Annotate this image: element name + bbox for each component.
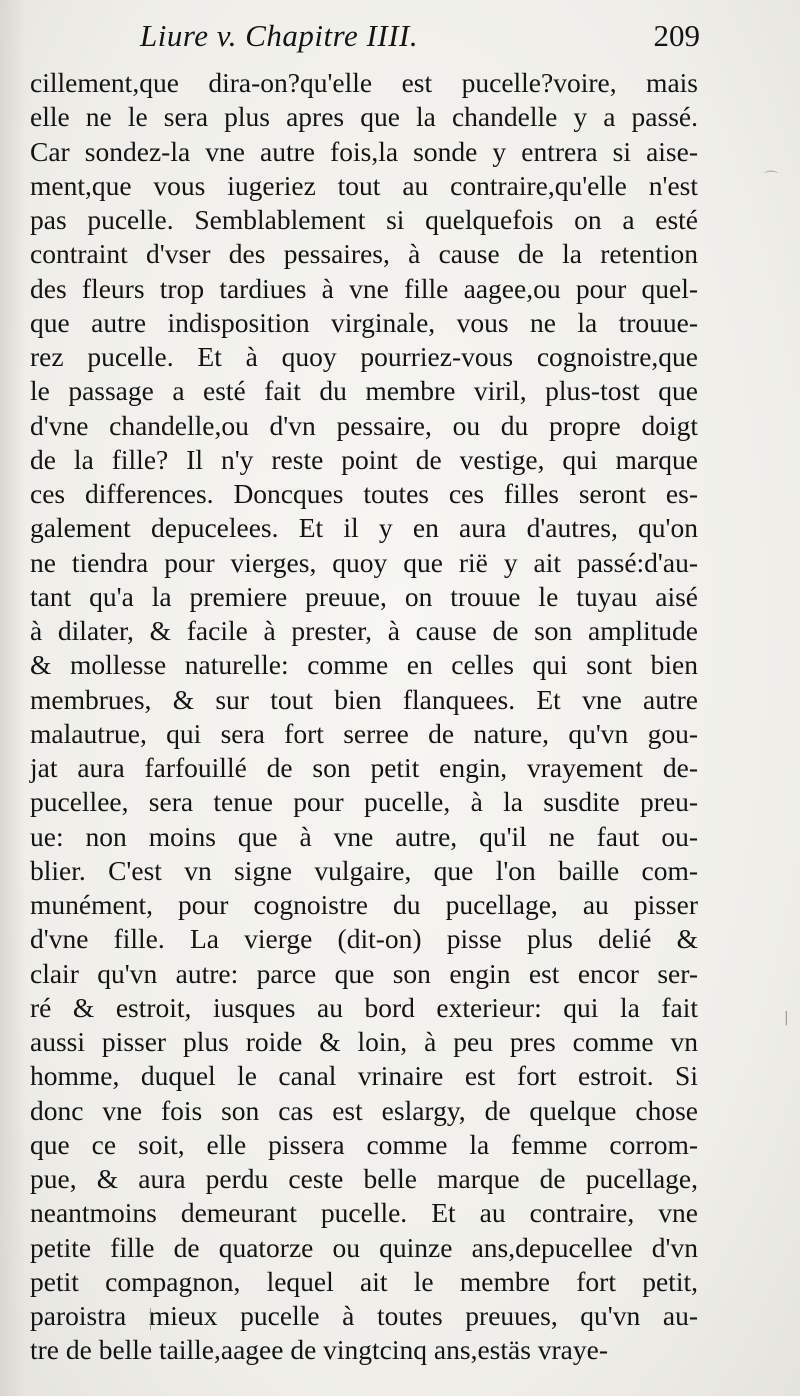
body-text [30, 66, 698, 1368]
page-number: 209 [653, 18, 700, 53]
text-line: donc vne fois son cas est eslargy, de quelque chose [30, 1094, 698, 1126]
text-line: rez pucelle. Et à quoy pourriez-vous cognoistre,que [30, 341, 698, 372]
text-line: aussi pisser plus roide & loin, à peu pres comme vn [30, 1026, 698, 1057]
text-line: de la fille? Il n'y reste point de vestige, qui marque [30, 443, 698, 475]
running-title: Liure v. Chapitre IIII. [140, 18, 419, 53]
text-line: que ce soit, elle pissera comme la femme corrom- [30, 1128, 698, 1160]
text-line: ue: non moins que à vne autre, qu'il ne faut ou- [30, 820, 698, 852]
text-line: tant qu'a la premiere preuue, on trouue le tuyau aisé [30, 580, 698, 612]
text-line: ne tiendra pour vierges, quoy que rië y ait passé:d'au- [30, 546, 698, 578]
page-header [140, 14, 700, 60]
text-line: le passage a esté fait du membre viril, plus-tost que [30, 375, 698, 407]
printer-mark [150, 1308, 159, 1330]
text-line: contraint d'vser des pessaires, à cause de la retention [30, 238, 698, 270]
text-line: pucellee, sera tenue pour pucelle, à la susdite preu- [30, 786, 698, 818]
text-line: malautrue, qui sera fort serree de nature, qu'vn gou- [30, 717, 698, 749]
text-line: pue, & aura perdu ceste belle marque de pucellage, [30, 1163, 698, 1194]
text-line: galement depucelees. Et il y en aura d'autres, qu'on [30, 512, 698, 544]
text-line: petite fille de quatorze ou quinze ans,depucellee d'vn [30, 1231, 698, 1263]
text-line: ré & estroit, iusques au bord exterieur: qui la fait [30, 991, 698, 1023]
text-line: des fleurs trop tardiues à vne fille aagee,ou pour quel- [30, 272, 698, 304]
text-line: membrues, & sur tout bien flanquees. Et vne autre [30, 683, 698, 715]
text-line: elle ne le sera plus apres que la chandelle y a passé. [30, 101, 698, 133]
text-line: paroistra mieux pucelle à toutes preuues, qu'vn au- [30, 1300, 698, 1331]
text-line: munément, pour cognoistre du pucellage, au pisser [30, 889, 698, 920]
text-line: neantmoins demeurant pucelle. Et au contraire, vne [30, 1197, 698, 1229]
text-line: blier. C'est vn signe vulgaire, que l'on baille com- [30, 854, 698, 886]
margin-mark: | [784, 1010, 789, 1026]
text-line: petit compagnon, lequel ait le membre fort petit, [30, 1265, 698, 1297]
text-line: que autre indisposition virginale, vous ne la trouue- [30, 306, 698, 338]
text-line: & mollesse naturelle: comme en celles qui sont bien [30, 649, 698, 681]
text-line: d'vne chandelle,ou d'vn pessaire, ou du propre doigt [30, 409, 698, 441]
text-line: jat aura farfouillé de son petit engin, vrayement de- [30, 752, 698, 783]
text-line: à dilater, & facile à prester, à cause de son amplitude [30, 615, 698, 646]
text-line: ces differences. Doncques toutes ces filles seront es- [30, 478, 698, 509]
text-line: cillement,que dira-on?qu'elle est pucelle?voire, mais [30, 67, 698, 98]
text-line: ment,que vous iugeriez tout au contraire,qu'elle n'est [30, 169, 698, 201]
text-line: tre de belle taille,aagee de vingtcinq ans,estäs vraye- [30, 1334, 608, 1366]
text-line: Car sondez-la vne autre fois,la sonde y entrera si aise- [30, 135, 698, 167]
text-line: pas pucelle. Semblablement si quelquefois on a esté [30, 204, 698, 235]
text-line: clair qu'vn autre: parce que son engin est encor ser- [30, 957, 698, 989]
text-line: d'vne fille. La vierge (dit-on) pisse plus delié & [30, 923, 698, 955]
page-gutter-shadow [0, 0, 26, 1396]
text-line: homme, duquel le canal vrinaire est fort estroit. Si [30, 1060, 698, 1092]
margin-mark: ⌒ [764, 171, 778, 187]
